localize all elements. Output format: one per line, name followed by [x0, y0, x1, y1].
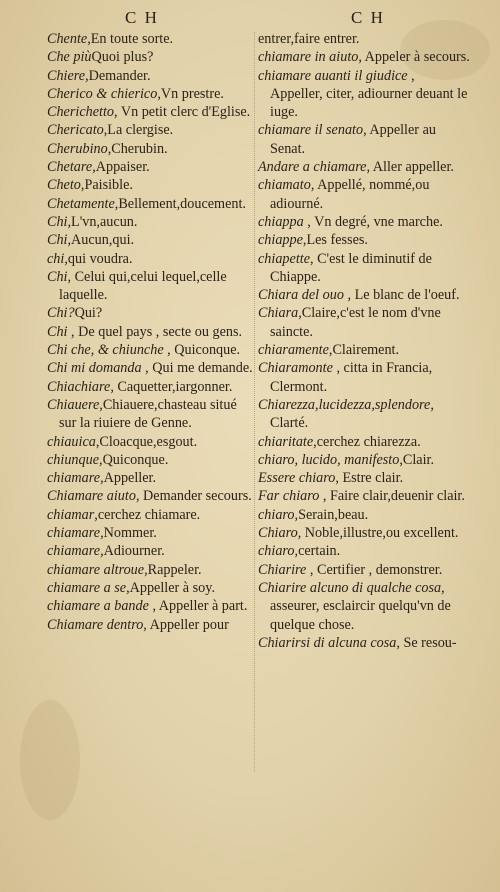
dictionary-entry — [258, 561, 470, 579]
entry-headword: Chetamente — [47, 195, 115, 212]
dictionary-entry — [258, 506, 470, 524]
entry-headword: Cherubino — [47, 140, 108, 157]
entry-definition: Quoi plus? — [91, 49, 154, 66]
entry-definition: , Faire clair,deuenir clair. — [319, 488, 465, 505]
column-divider — [254, 32, 256, 772]
entry-headword: chiauica — [47, 433, 96, 450]
entry-headword: chiamare il senato — [258, 122, 364, 139]
dictionary-entry — [47, 561, 253, 579]
entry-definition: ,En toute sorte. — [87, 31, 174, 47]
entry-headword: chiaro — [258, 543, 295, 560]
entry-headword: chiamare auanti il giudice — [258, 67, 408, 84]
dictionary-entry — [258, 176, 470, 213]
entry-definition: , Appeller à part. — [148, 598, 248, 615]
entry-headword: chi — [47, 250, 65, 267]
entry-headword: Chiaro — [258, 525, 298, 542]
entry-headword: chiamare altroue — [47, 561, 145, 578]
dictionary-entry — [258, 213, 470, 231]
entry-definition: , Qui me demande. — [141, 360, 253, 377]
entry-headword: Chi mi domanda — [47, 360, 142, 377]
entry-definition: , Certifier , demonstrer. — [306, 561, 443, 578]
dictionary-entry — [47, 268, 253, 305]
dictionary-entry — [258, 250, 470, 287]
dictionary-entry — [258, 396, 470, 433]
entry-definition: Qui? — [74, 305, 103, 322]
header-right: C H — [351, 8, 385, 27]
entry-headword: Chi — [47, 323, 68, 340]
dictionary-entry — [258, 433, 470, 451]
dictionary-entry — [258, 30, 470, 48]
entry-headword: chiapette — [258, 250, 310, 267]
header-left: C H — [125, 8, 159, 27]
entry-headword: chiamare a bande — [47, 598, 149, 615]
entry-definition: , Vn petit clerc d'Eglise. — [113, 104, 251, 121]
entry-definition: , citta in Francia, Clermont. — [270, 360, 433, 395]
entry-definition: ,Chiauere,chasteau situé sur la riuiere de Genne. — [59, 396, 237, 432]
entry-headword: chiappe — [258, 232, 303, 249]
running-header — [0, 8, 500, 30]
entry-definition: ,Les fesses. — [302, 232, 368, 249]
dictionary-entry — [258, 542, 470, 560]
dictionary-entry — [47, 250, 253, 268]
entry-definition: , Appellé, nommé,ou adiourné. — [270, 177, 430, 212]
entry-headword: chiaro — [258, 506, 295, 523]
dictionary-entry — [258, 286, 470, 304]
entry-definition: , Aller appeller. — [366, 159, 454, 176]
dictionary-entry — [47, 469, 253, 487]
entry-headword: Cherico & chierico — [47, 85, 158, 102]
entry-definition: ,Paisible. — [80, 177, 133, 194]
entry-headword: Chi? — [47, 305, 75, 322]
dictionary-entry — [258, 67, 470, 122]
entry-definition: ,Aucun,qui. — [67, 232, 135, 249]
entry-definition: , Caquetter,iargonner. — [110, 378, 233, 395]
right-column — [258, 30, 470, 652]
entry-headword: chiamar — [47, 506, 95, 523]
entry-definition: ,certain. — [294, 543, 341, 560]
dictionary-entry — [47, 378, 253, 396]
dictionary-entry — [258, 451, 470, 469]
entry-headword: chiamato — [258, 177, 311, 194]
entry-headword: chiamare — [47, 470, 101, 487]
entry-headword: chiamare in aiuto — [258, 49, 359, 66]
dictionary-entry — [258, 304, 470, 341]
entry-headword: chiappa — [258, 213, 304, 230]
entry-headword: Chiamare dentro — [47, 616, 144, 633]
entry-headword: chiamare a se — [47, 579, 127, 596]
dictionary-entry — [47, 323, 253, 341]
entry-headword: Chi — [47, 268, 68, 285]
entry-headword: Andare a chiamare — [258, 159, 367, 176]
entry-definition: , Appeller pour — [143, 616, 229, 633]
entry-headword: chiamare — [47, 525, 101, 542]
entry-definition: ,Vn prestre. — [157, 85, 224, 102]
entry-headword: Chericato — [47, 122, 104, 139]
entry-definition: entrer,faire entrer. — [258, 31, 360, 47]
dictionary-entry — [47, 140, 253, 158]
entry-headword: Chente — [47, 31, 88, 47]
entry-definition: , Appeller au Senat. — [270, 122, 436, 157]
entry-headword: Chetare — [47, 159, 93, 176]
dictionary-entry — [258, 341, 470, 359]
entry-headword: chiamare — [47, 543, 101, 560]
entry-definition: ,Adiourner. — [100, 543, 165, 560]
entry-headword: Chiarire — [258, 561, 307, 578]
entry-definition: , Quiconque. — [163, 342, 241, 359]
paper-stain — [20, 700, 80, 820]
dictionary-entry — [47, 213, 253, 231]
entry-headword: Chiarezza,lucidezza,splendore — [258, 396, 431, 413]
dictionary-entry — [47, 121, 253, 139]
entry-headword: Essere chiaro — [258, 470, 336, 487]
entry-definition: , Appeler à secours. — [358, 49, 470, 66]
entry-headword: Chi che, & chiunche — [47, 342, 164, 359]
dictionary-entry — [258, 524, 470, 542]
dictionary-entry — [47, 67, 253, 85]
dictionary-entry — [47, 579, 253, 597]
entry-definition: , C'est le diminutif de Chiappe. — [270, 250, 432, 285]
dictionary-entry — [47, 85, 253, 103]
entry-definition: ,L'vn,aucun. — [67, 213, 138, 230]
entry-headword: chiaro, lucido, manifesto — [258, 451, 400, 468]
entry-definition: ,Appeller à soy. — [126, 579, 215, 596]
entry-headword: Far chiaro — [258, 488, 320, 505]
entry-headword: Chi — [47, 213, 68, 230]
entry-headword: Chiaramonte — [258, 360, 333, 377]
entry-headword: Chiarirsi di alcuna cosa — [258, 634, 397, 651]
entry-definition: ,Cloacque,esgout. — [95, 433, 198, 450]
entry-headword: Chiamare aiuto — [47, 488, 136, 505]
dictionary-entry — [47, 359, 253, 377]
entry-headword: Chiarire alcuno di qualche cosa — [258, 579, 442, 596]
dictionary-entry — [47, 231, 253, 249]
dictionary-entry — [258, 48, 470, 66]
dictionary-entry — [258, 158, 470, 176]
entry-definition: ,qui voudra. — [64, 250, 133, 267]
dictionary-entry — [258, 231, 470, 249]
entry-definition: ,Bellement,doucement. — [114, 195, 246, 212]
dictionary-entry — [47, 48, 253, 66]
entry-definition: , De quel pays , secte ou gens. — [67, 323, 243, 340]
dictionary-entry — [47, 176, 253, 194]
entry-definition: , Vn degré, vne marche. — [303, 213, 443, 230]
entry-definition: ,Rappeler. — [144, 561, 202, 578]
entry-headword: chiaritate — [258, 433, 314, 450]
entry-headword: Cherichetto — [47, 104, 114, 121]
entry-headword: chiunque — [47, 451, 100, 468]
entry-definition: ,Demander. — [85, 67, 151, 84]
entry-definition: ,cerchez chiarezza. — [313, 433, 421, 450]
dictionary-entry — [258, 634, 470, 652]
left-column — [47, 30, 253, 634]
dictionary-entry — [258, 487, 470, 505]
entry-headword: Chi — [47, 232, 68, 249]
entry-definition: ,Quiconque. — [99, 451, 169, 468]
entry-headword: Chiara — [258, 305, 299, 322]
dictionary-entry — [258, 121, 470, 158]
dictionary-entry — [47, 195, 253, 213]
entry-definition: ,Clairement. — [328, 342, 400, 359]
entry-definition: ,Cherubin. — [107, 140, 168, 157]
entry-definition: ,Serain,beau. — [294, 506, 369, 523]
entry-definition: , Demander secours. — [135, 488, 252, 505]
entry-definition: ,cerchez chiamare. — [94, 506, 201, 523]
dictionary-entry — [47, 103, 253, 121]
entry-definition: , Le blanc de l'oeuf. — [343, 287, 460, 304]
dictionary-entry — [258, 579, 470, 634]
entry-headword: Chiere — [47, 67, 86, 84]
entry-definition: ,Nommer. — [100, 525, 157, 542]
entry-definition: ,Appaiser. — [92, 159, 150, 176]
dictionary-entry — [47, 524, 253, 542]
dictionary-entry — [47, 433, 253, 451]
entry-definition: ,La clergise. — [103, 122, 174, 139]
dictionary-entry — [47, 451, 253, 469]
dictionary-entry — [47, 506, 253, 524]
entry-definition: ,Clair. — [399, 451, 435, 468]
dictionary-entry — [47, 304, 253, 322]
dictionary-entry — [47, 487, 253, 505]
entry-headword: chiaramente — [258, 342, 329, 359]
entry-definition: , Estre clair. — [335, 470, 404, 487]
entry-headword: Cheto — [47, 177, 81, 194]
entry-definition: ,Claire,c'est le nom d'vne saincte. — [270, 305, 441, 340]
dictionary-entry — [47, 30, 253, 48]
entry-definition: , Se resou- — [396, 634, 457, 651]
dictionary-entry — [47, 542, 253, 560]
dictionary-entry — [47, 341, 253, 359]
entry-definition: , asseurer, esclaircir quelqu'vn de quelque chose. — [270, 579, 451, 633]
entry-definition: , Appeller, citer, adiourner deuant le iuge. — [270, 67, 468, 121]
entry-headword: Chiara del ouo — [258, 287, 344, 304]
entry-definition: , Celui qui,celui lequel,celle laquelle. — [59, 268, 227, 304]
entry-definition: ,Appeller. — [100, 470, 157, 487]
entry-headword: Chiachiare — [47, 378, 111, 395]
entry-headword: Chiauere — [47, 396, 100, 413]
entry-headword: Che più — [47, 49, 92, 66]
dictionary-entry — [47, 396, 253, 433]
dictionary-entry — [258, 359, 470, 396]
entry-definition: , Noble,illustre,ou excellent. — [297, 525, 459, 542]
dictionary-entry — [258, 469, 470, 487]
entry-definition: , Clarté. — [270, 396, 434, 432]
dictionary-entry — [47, 616, 253, 634]
dictionary-entry — [47, 597, 253, 615]
dictionary-entry — [47, 158, 253, 176]
